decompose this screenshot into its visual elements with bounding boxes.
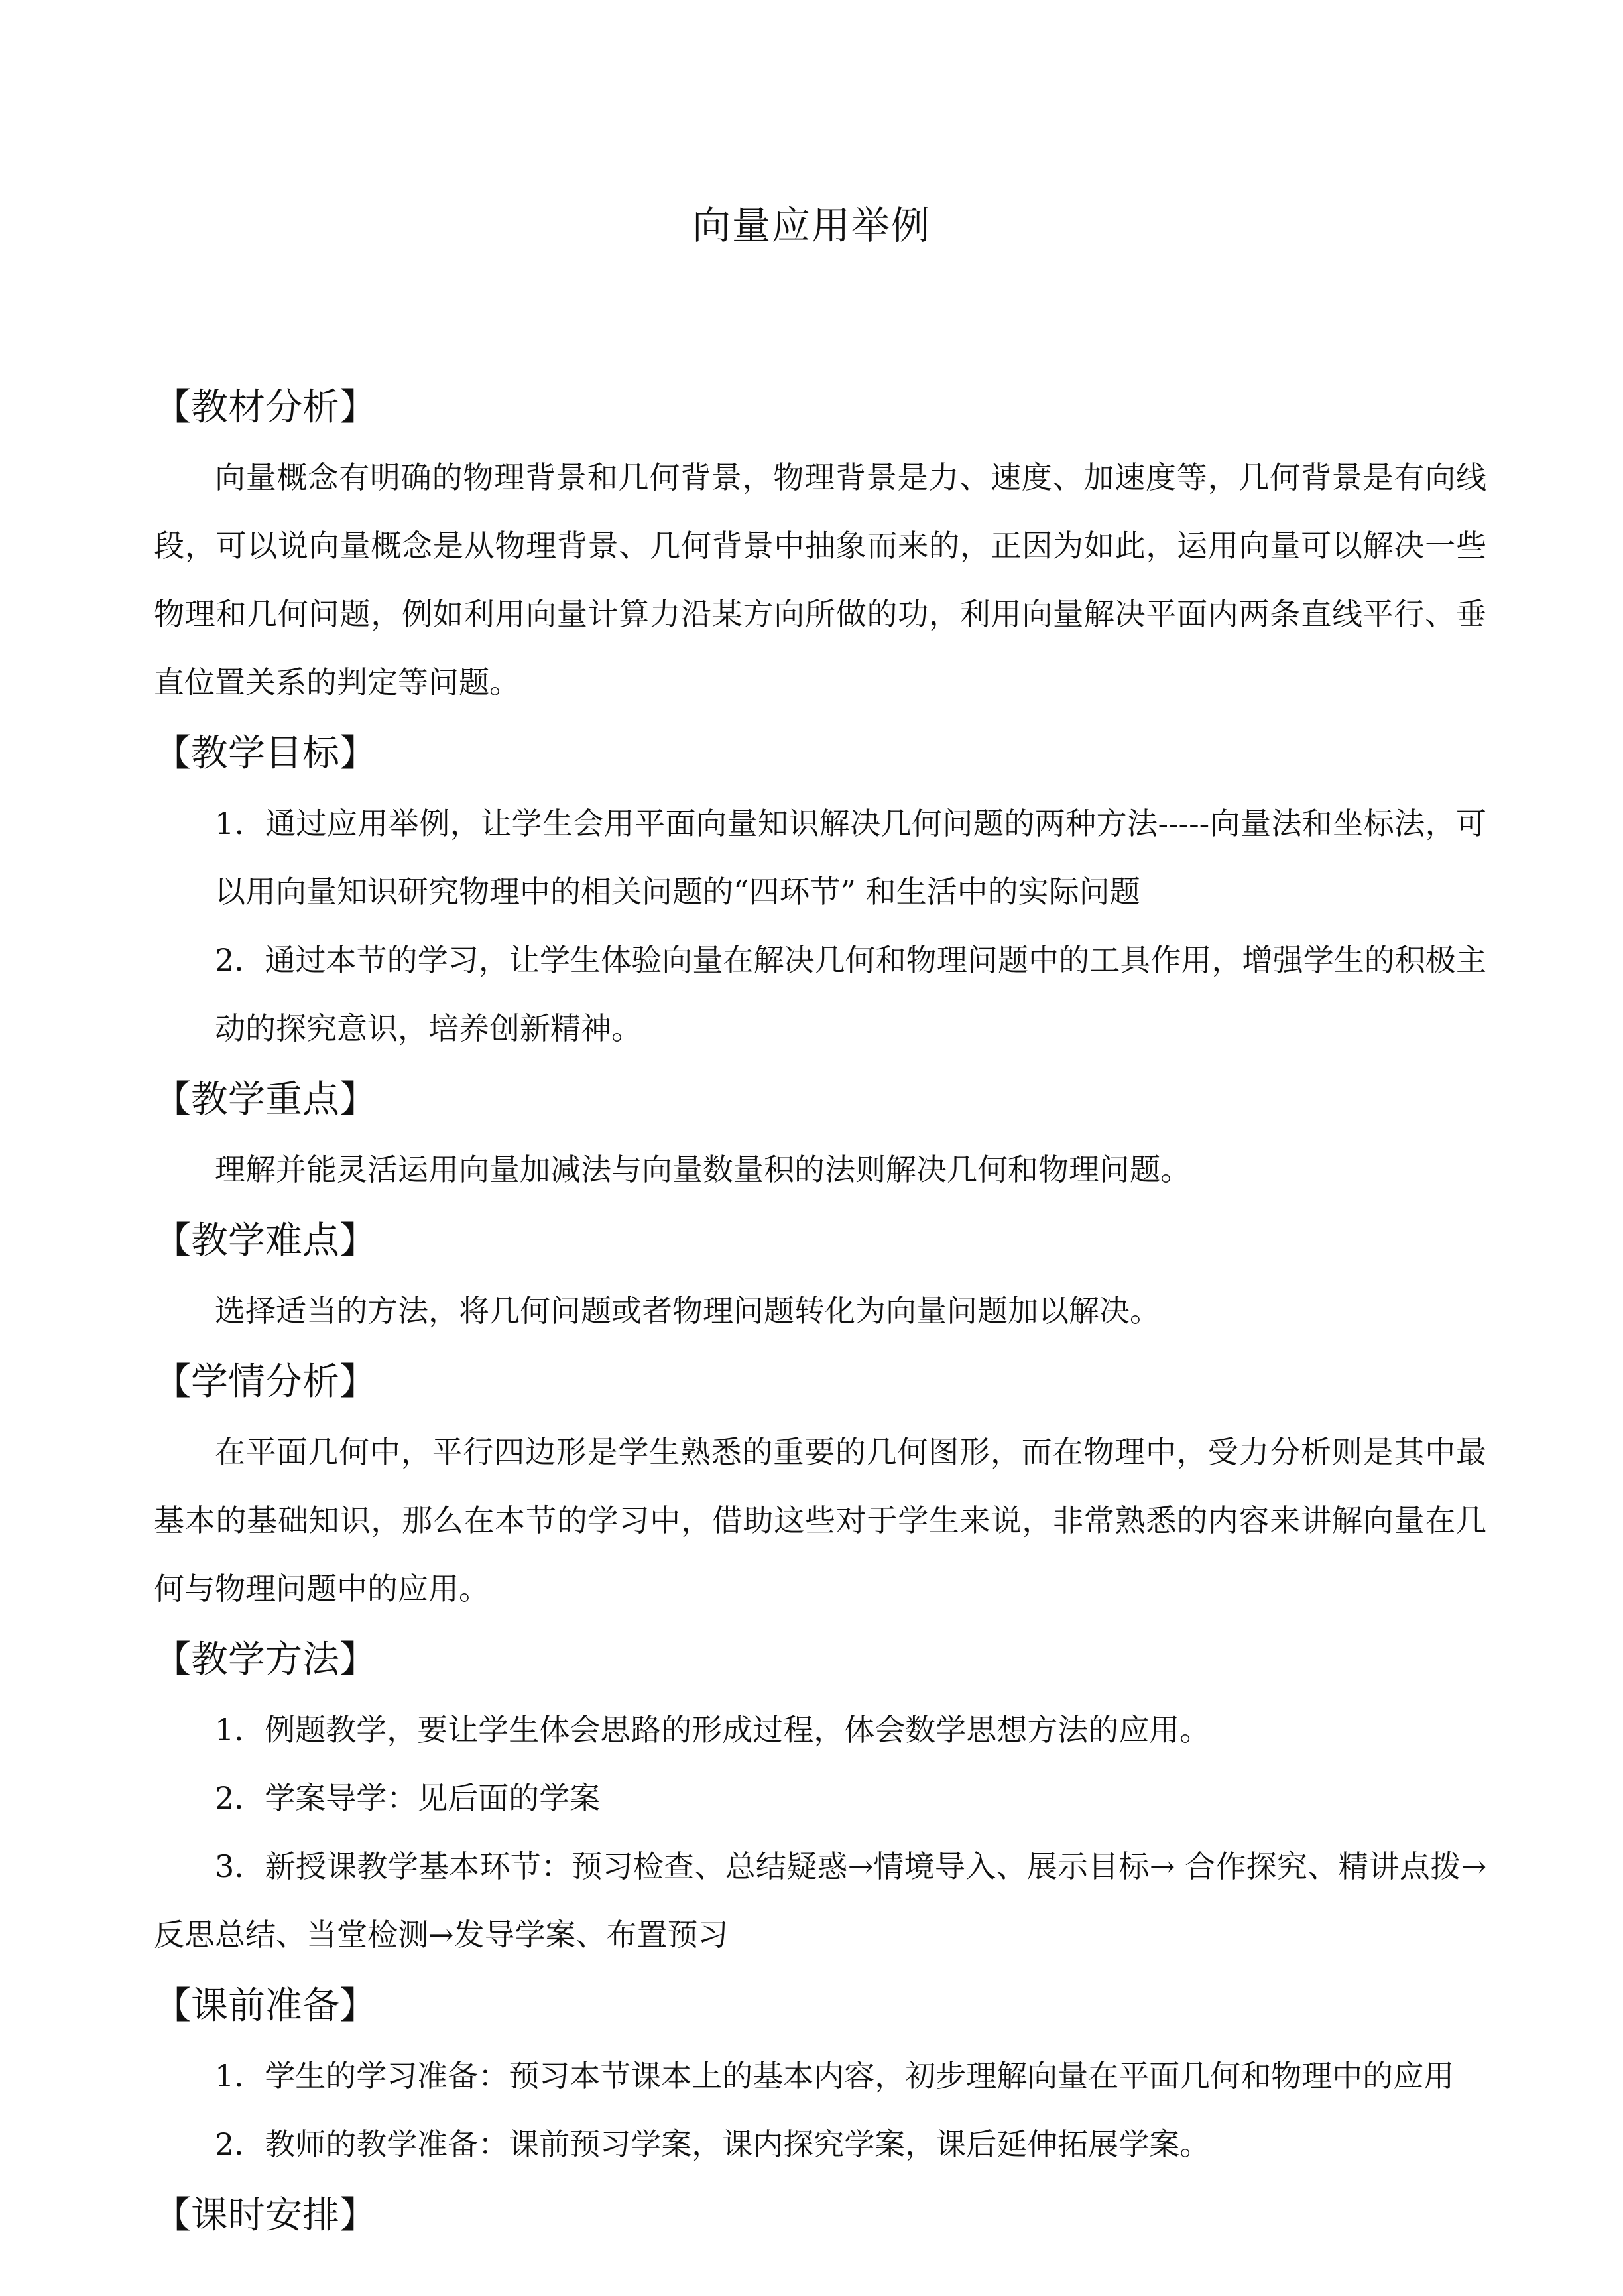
document-body [154, 381, 1486, 2252]
method-item-2: 2．学案导学：见后面的学案 [215, 1780, 601, 1816]
objective-item-1: 1．通过应用举例，让学生会用平面向量知识解决几何问题的两种方法-----向量法和坐标法，可以用向量知识研究物理中的相关问题的“四环节” 和生活中的实际问题 [215, 806, 1486, 910]
section-heading-key-points: 【教学重点】 [154, 1078, 377, 1121]
page-title: 向量应用举例 [691, 203, 931, 248]
section-heading-student-analysis: 【学情分析】 [154, 1360, 377, 1404]
method-item-3: 3．新授课教学基本环节：预习检查、总结疑惑→情境导入、展示目标→ 合作探究、精讲点拨→反思总结、当堂检测→发导学案、布置预习 [154, 1848, 1486, 1953]
difficulties-paragraph: 选择适当的方法，将几何问题或者物理问题转化为向量问题加以解决。 [215, 1293, 1160, 1329]
student-analysis-paragraph: 在平面几何中，平行四边形是学生熟悉的重要的几何图形，而在物理中，受力分析则是其中最基本的基础知识，那么在本节的学习中，借助这些对于学生来说，非常熟悉的内容来讲解向量在几何与物理问题中的应用。 [154, 1434, 1486, 1606]
section-heading-preparation: 【课前准备】 [154, 1984, 377, 2027]
textbook-analysis-paragraph: 向量概念有明确的物理背景和几何背景，物理背景是力、速度、加速度等，几何背景是有向线段，可以说向量概念是从物理背景、几何背景中抽象而来的，正因为如此，运用向量可以解决一些物理和几何问题，例如利用向量计算力沿某方向所做的功，利用向量解决平面内两条直线平行、垂直位置关系的判定等问题。 [154, 459, 1486, 700]
section-heading-schedule: 【课时安排】 [154, 2194, 377, 2237]
preparation-item-2: 2．教师的教学准备：课前预习学案，课内探究学案，课后延伸拓展学案。 [215, 2126, 1211, 2162]
section-heading-textbook-analysis: 【教材分析】 [154, 386, 377, 429]
section-heading-difficulties: 【教学难点】 [154, 1219, 377, 1262]
key-points-paragraph: 理解并能灵活运用向量加减法与向量数量积的法则解决几何和物理问题。 [215, 1152, 1191, 1187]
preparation-item-1: 1．学生的学习准备：预习本节课本上的基本内容，初步理解向量在平面几何和物理中的应用 [215, 2058, 1455, 2094]
objective-item-2: 2．通过本节的学习，让学生体验向量在解决几何和物理问题中的工具作用，增强学生的积极主动的探究意识，培养创新精神。 [215, 942, 1486, 1046]
method-item-1: 1．例题教学，要让学生体会思路的形成过程，体会数学思想方法的应用。 [215, 1712, 1211, 1748]
section-heading-teaching-objectives: 【教学目标】 [154, 732, 377, 775]
section-heading-teaching-methods: 【教学方法】 [154, 1638, 377, 1681]
